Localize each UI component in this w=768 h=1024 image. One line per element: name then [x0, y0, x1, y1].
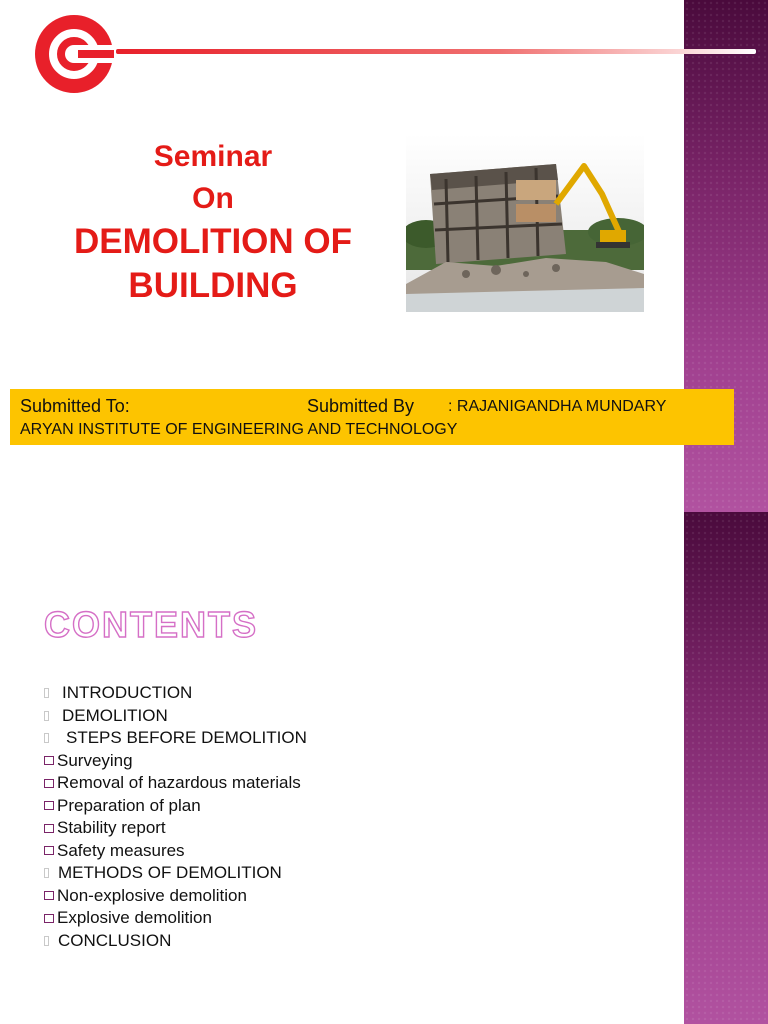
box-bullet-icon — [44, 711, 49, 721]
list-item: DEMOLITION — [42, 705, 307, 728]
list-item: Non-explosive demolition — [42, 885, 307, 908]
square-bullet-icon — [44, 891, 54, 900]
demolition-photo — [406, 134, 644, 312]
submission-band — [10, 389, 734, 445]
title-line-2: On — [192, 182, 234, 215]
list-item: CONCLUSION — [42, 930, 307, 953]
contents-list — [42, 682, 307, 952]
institute-name: ARYAN INSTITUTE OF ENGINEERING AND TECHNOLOGY — [20, 421, 458, 438]
title-line-4: BUILDING — [128, 266, 298, 305]
submitted-to-label: Submitted To: — [20, 396, 130, 416]
list-item: Removal of hazardous materials — [42, 772, 307, 795]
square-bullet-icon — [44, 801, 54, 810]
submitted-by-value: : RAJANIGANDHA MUNDARY — [448, 398, 667, 415]
list-item: Surveying — [42, 750, 307, 773]
submitted-by-label: Submitted By — [307, 396, 415, 416]
list-item: METHODS OF DEMOLITION — [42, 862, 307, 885]
list-item: INTRODUCTION — [42, 682, 307, 705]
decorative-sidebar — [684, 512, 768, 1024]
square-bullet-icon — [44, 824, 54, 833]
square-bullet-icon — [44, 779, 54, 788]
list-item: Preparation of plan — [42, 795, 307, 818]
list-item: STEPS BEFORE DEMOLITION — [42, 727, 307, 750]
list-item: Stability report — [42, 817, 307, 840]
contents-slide — [0, 512, 768, 1024]
title-line-1: Seminar — [153, 140, 273, 173]
header-rule — [116, 49, 756, 54]
box-bullet-icon — [44, 868, 49, 878]
list-item: Explosive demolition — [42, 907, 307, 930]
contents-heading: CONTENTS — [44, 604, 258, 645]
title-line-3: DEMOLITION OF — [73, 222, 353, 261]
box-bullet-icon — [44, 733, 49, 743]
square-bullet-icon — [44, 846, 54, 855]
square-bullet-icon — [44, 756, 54, 765]
box-bullet-icon — [44, 688, 49, 698]
list-item: Safety measures — [42, 840, 307, 863]
circle-c-logo-icon — [34, 14, 114, 94]
square-bullet-icon — [44, 914, 54, 923]
box-bullet-icon — [44, 936, 49, 946]
